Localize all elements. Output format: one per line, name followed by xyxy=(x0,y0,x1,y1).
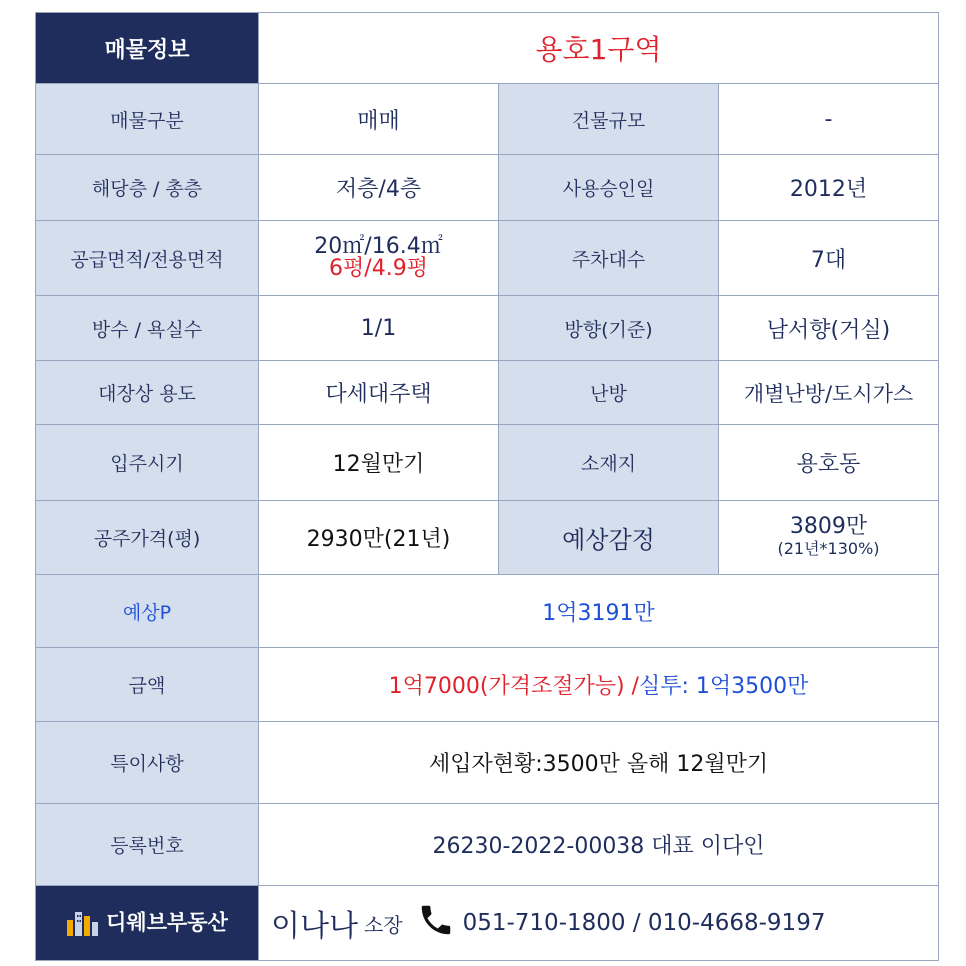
value-appraisal-amount: 3809만 xyxy=(789,513,868,539)
label-rooms: 방수 / 욕실수 xyxy=(36,296,259,361)
value-area xyxy=(259,221,499,296)
value-price-actual: 실투: 1억3500만 xyxy=(638,674,809,699)
value-usage: 다세대주택 xyxy=(259,361,499,425)
row-notes xyxy=(36,722,939,804)
label-building-scale: 건물규모 xyxy=(499,84,719,155)
value-parking: 7대 xyxy=(719,221,939,296)
value-appraisal xyxy=(719,501,939,575)
property-info-table xyxy=(35,12,939,961)
label-price: 금액 xyxy=(36,648,259,722)
value-price xyxy=(259,648,939,722)
label-move-in: 입주시기 xyxy=(36,425,259,501)
header-label: 매물정보 xyxy=(36,13,259,84)
row-movein-location xyxy=(36,425,939,501)
building-icon xyxy=(66,906,100,941)
value-direction: 남서향(거실) xyxy=(719,296,939,361)
agent-title: 소장 xyxy=(363,912,403,937)
row-registration xyxy=(36,804,939,886)
value-property-type: 매매 xyxy=(259,84,499,155)
label-location: 소재지 xyxy=(499,425,719,501)
label-expected-p: 예상P xyxy=(36,575,259,648)
value-heating: 개별난방/도시가스 xyxy=(719,361,939,425)
value-area-m2: 20㎡/16.4㎡ xyxy=(314,234,443,259)
contact-cell xyxy=(259,886,939,961)
value-registration: 26230-2022-00038 대표 이다인 xyxy=(259,804,939,886)
label-property-type: 매물구분 xyxy=(36,84,259,155)
value-floor: 저층/4층 xyxy=(259,155,499,221)
value-expected-p: 1억3191만 xyxy=(259,575,939,648)
phone-icon xyxy=(417,901,455,945)
row-price-appraisal xyxy=(36,501,939,575)
row-expected-p xyxy=(36,575,939,648)
agency-name: 디웨브부동산 xyxy=(106,910,228,934)
value-public-price: 2930만(21년) xyxy=(259,501,499,575)
label-heating: 난방 xyxy=(499,361,719,425)
value-location: 용호동 xyxy=(719,425,939,501)
row-rooms-direction xyxy=(36,296,939,361)
value-price-asking: 1억7000(가격조절가능) / xyxy=(388,674,639,699)
label-public-price: 공주가격(평) xyxy=(36,501,259,575)
row-floor-approval xyxy=(36,155,939,221)
label-registration: 등록번호 xyxy=(36,804,259,886)
footer-row xyxy=(36,886,939,961)
label-notes: 특이사항 xyxy=(36,722,259,804)
label-usage: 대장상 용도 xyxy=(36,361,259,425)
row-type-scale xyxy=(36,84,939,155)
value-appraisal-note: (21년*130%) xyxy=(777,538,880,558)
value-notes: 세입자현황:3500만 올해 12월만기 xyxy=(259,722,939,804)
header-row xyxy=(36,13,939,84)
value-rooms: 1/1 xyxy=(259,296,499,361)
agent-name: 이나나 xyxy=(271,909,358,944)
label-direction: 방향(기준) xyxy=(499,296,719,361)
row-usage-heating xyxy=(36,361,939,425)
label-area: 공급면적/전용면적 xyxy=(36,221,259,296)
property-title: 용호1구역 xyxy=(259,13,939,84)
label-approval-date: 사용승인일 xyxy=(499,155,719,221)
row-price xyxy=(36,648,939,722)
label-appraisal: 예상감정 xyxy=(499,501,719,575)
label-floor: 해당층 / 총층 xyxy=(36,155,259,221)
value-approval-date: 2012년 xyxy=(719,155,939,221)
row-area-parking xyxy=(36,221,939,296)
value-building-scale: - xyxy=(719,84,939,155)
agency-cell xyxy=(36,886,259,961)
phone-numbers: 051-710-1800 / 010-4668-9197 xyxy=(462,910,826,936)
label-parking: 주차대수 xyxy=(499,221,719,296)
value-area-pyeong: 6평/4.9평 xyxy=(329,256,428,281)
value-move-in: 12월만기 xyxy=(259,425,499,501)
